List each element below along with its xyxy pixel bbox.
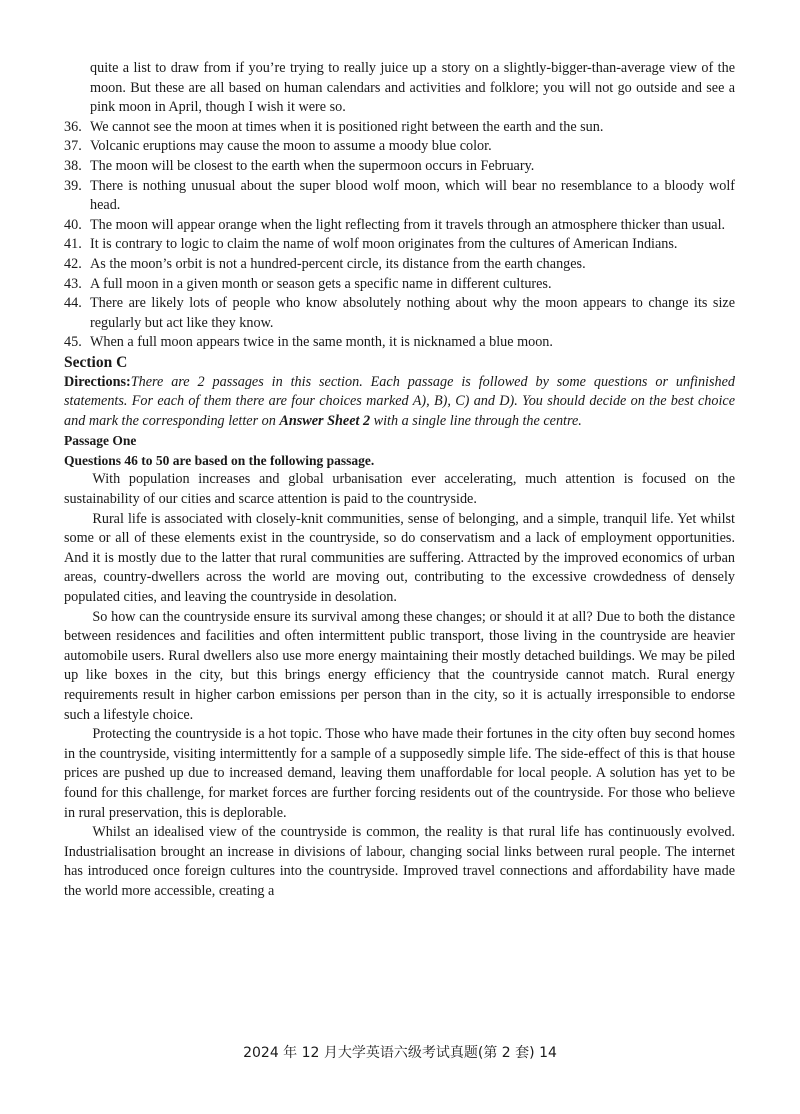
- passage-paragraph: Rural life is associated with closely-knit communities, sense of belonging, and a simple, tranquil life. Yet whilst some or all of these elements exist in the countryside, so do conservatism and a lack of employment opportunities. And it is mostly due to the latter that rural communities are suffering. Attracted by the improved economics of urban areas, country-dwellers across the world are moving out, contributing to the excessive crowdedness of densely populated cities, and leaving the countryside in desolation.: [64, 510, 735, 606]
- questions-note: Questions 46 to 50 are based on the following passage.: [64, 452, 375, 468]
- passage-paragraph: With population increases and global urbanisation ever accelerating, much attention is focused on the sustainability of our cities and scarce attention is paid to the countryside.: [64, 471, 735, 508]
- page-footer: 2024 年 12 月大学英语六级考试真题(第 2 套) 14: [243, 1045, 557, 1061]
- statement-list: [64, 118, 735, 353]
- statement-item: 39. There is nothing unusual about the super blood wolf moon, which will bear no resemblance to a bloody wolf head.: [64, 177, 735, 214]
- passage-title: Passage One: [64, 433, 137, 449]
- passage-paragraph: So how can the countryside ensure its survival among these changes; or should it at all? Due to both the distance between residences and facilities and often intermittent public transport, those living in the countryside are heavier automobile users. Rural dwellers also use more energy maintaining their mostly detached buildings. We may be piled up like boxes in the city, but this brings energy efficiency that the countryside cannot match. Rural energy requirements result in higher carbon emissions per person than in the city, so it is actually irresponsible to endorse such a lifestyle choice.: [64, 608, 735, 723]
- section-title: Section C: [64, 353, 128, 371]
- page-content: [64, 59, 735, 902]
- statement-item: 36. We cannot see the moon at times when it is positioned right between the earth and the sun.: [64, 118, 604, 135]
- directions-text: There are 2 passages in this section. Each passage is followed by some questions or unfinished statements. For each of them there are four choices marked A), B), C) and D). You should decide on the best choice and mark the corresponding letter on: [64, 373, 735, 429]
- statement-item: 40. The moon will appear orange when the light reflecting from it travels through an atmosphere thicker than usual.: [64, 216, 726, 233]
- continued-passage-text: quite a list to draw from if you’re trying to really juice up a story on a slightly-bigger-than-average view of the moon. But these are all based on human calendars and activities and folklore; you will not go outside and see a pink moon in April, though I wish it were so.: [90, 60, 735, 116]
- statement-item: 44. There are likely lots of people who know absolutely nothing about why the moon appears to change its size regularly but act like they know.: [64, 295, 735, 331]
- statement-item: 38. The moon will be closest to the earth when the supermoon occurs in February.: [64, 157, 535, 174]
- statement-item: 41. It is contrary to logic to claim the name of wolf moon originates from the cultures of American Indians.: [64, 236, 678, 253]
- directions-label: Directions:: [64, 373, 131, 390]
- answer-sheet-label: Answer Sheet 2: [279, 412, 371, 429]
- statement-item: 45. When a full moon appears twice in the same month, it is nicknamed a blue moon.: [64, 334, 553, 351]
- directions-text-end: with a single line through the centre.: [373, 412, 582, 429]
- statement-item: 43. A full moon in a given month or season gets a specific name in different cultures.: [64, 275, 552, 292]
- passage-paragraph: Protecting the countryside is a hot topic. Those who have made their fortunes in the city often buy second homes in the countryside, visiting intermittently for a sample of a supposedly simple life. The side-effect of this is that house prices are pushed up due to increased demand, leaving them unaffordable for local people. A solution has yet to be found for this challenge, for market forces are further forcing residents out of the countryside. For those who believe in rural preservation, this is deplorable.: [64, 726, 735, 821]
- statement-item: 42. As the moon’s orbit is not a hundred-percent circle, its distance from the earth changes.: [64, 255, 586, 272]
- statement-item: 37. Volcanic eruptions may cause the moon to assume a moody blue color.: [64, 138, 492, 155]
- passage-paragraph: Whilst an idealised view of the countryside is common, the reality is that rural life has continuously evolved. Industrialisation brought an increase in divisions of labour, changing social links between rural people. The internet has introduced once foreign cultures into the countryside. Improved travel connections and affordability have made the world more accessible, creating a: [64, 824, 735, 899]
- directions: [64, 373, 735, 432]
